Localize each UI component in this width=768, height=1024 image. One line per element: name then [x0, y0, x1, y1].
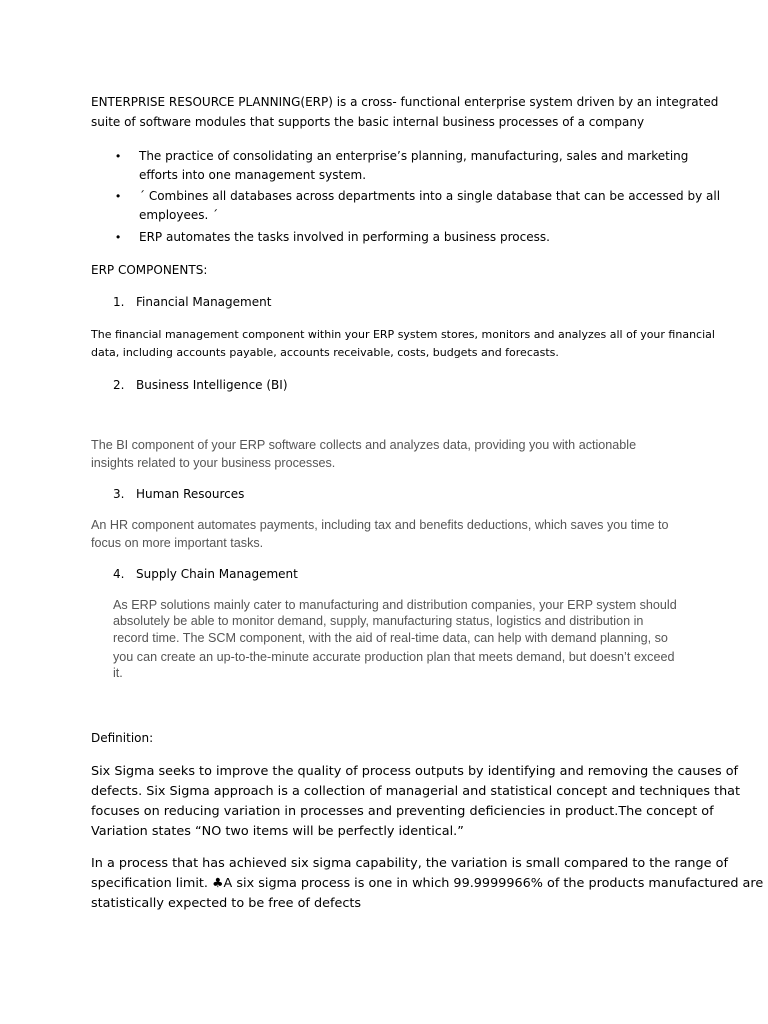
component-1-number: 1.: [113, 295, 125, 309]
component-2-desc-line-2: insights related to your business processes.: [91, 456, 336, 470]
component-4-desc-line-2: absolutely be able to monitor demand, supply, manufacturing status, logistics and distribution in: [113, 614, 644, 628]
six-sigma-p1-line-2: defects. Six Sigma approach is a collection of managerial and statistical concept and techniques that: [91, 784, 741, 799]
bullet-2-line-1: ´ Combines all databases across departments into a single database that can be accessed by all: [139, 189, 721, 203]
component-4-desc-line-5: it.: [113, 666, 123, 680]
component-3-title: Human Resources: [136, 487, 245, 501]
bullet-3-line-1: ERP automates the tasks involved in performing a business process.: [139, 230, 550, 244]
bullet-icon: •: [116, 230, 121, 244]
six-sigma-p1-line-3: focuses on reducing variation in processes and preventing deficiencies in product.The concept of: [91, 804, 714, 819]
components-heading: ERP COMPONENTS:: [91, 263, 208, 277]
six-sigma-p1-line-1: Six Sigma seeks to improve the quality of process outputs by identifying and removing the causes of: [91, 764, 739, 779]
six-sigma-p2-line-1: In a process that has achieved six sigma capability, the variation is small compared to the range of: [91, 856, 728, 871]
six-sigma-p2-line-3: statistically expected to be free of defects: [91, 896, 362, 911]
component-4-title: Supply Chain Management: [136, 567, 298, 581]
bullet-icon: •: [116, 149, 121, 163]
component-1-desc-line-1: The financial management component within your ERP system stores, monitors and analyzes all of your financial: [91, 328, 715, 341]
component-2-number: 2.: [113, 378, 125, 392]
component-4-desc-line-1: As ERP solutions mainly cater to manufacturing and distribution companies, your ERP system should: [113, 598, 677, 612]
component-4-desc-line-4: you can create an up-to-the-minute accurate production plan that meets demand, but doesn’t exceed: [113, 650, 675, 664]
bullet-icon: •: [116, 189, 121, 203]
six-sigma-p2-line-2: specification limit. ♣A six sigma process is one in which 99.9999966% of the products manufactured are: [91, 876, 764, 891]
intro-line-1: ENTERPRISE RESOURCE PLANNING(ERP) is a cross- functional enterprise system driven by an integrated: [91, 95, 719, 109]
component-4-number: 4.: [113, 567, 125, 581]
component-3-desc-line-2: focus on more important tasks.: [91, 536, 264, 550]
component-1-desc-line-2: data, including accounts payable, accounts receivable, costs, budgets and forecasts.: [91, 346, 559, 359]
component-2-title: Business Intelligence (BI): [136, 378, 288, 392]
component-3-desc-line-1: An HR component automates payments, including tax and benefits deductions, which saves you time to: [91, 518, 669, 532]
six-sigma-p1-line-4: Variation states “NO two items will be perfectly identical.”: [91, 824, 464, 839]
definition-heading: Definition:: [91, 731, 154, 745]
bullet-2-line-2: employees. ´: [139, 208, 219, 222]
bullet-1-line-2: efforts into one management system.: [139, 168, 367, 182]
intro-line-2: suite of software modules that supports the basic internal business processes of a company: [91, 115, 645, 129]
component-1-title: Financial Management: [136, 295, 272, 309]
component-2-desc-line-1: The BI component of your ERP software collects and analyzes data, providing you with actionable: [91, 438, 637, 452]
component-3-number: 3.: [113, 487, 125, 501]
component-4-desc-line-3: record time. The SCM component, with the aid of real-time data, can help with demand planning, so: [113, 631, 668, 645]
bullet-1-line-1: The practice of consolidating an enterprise’s planning, manufacturing, sales and marketing: [139, 149, 689, 163]
